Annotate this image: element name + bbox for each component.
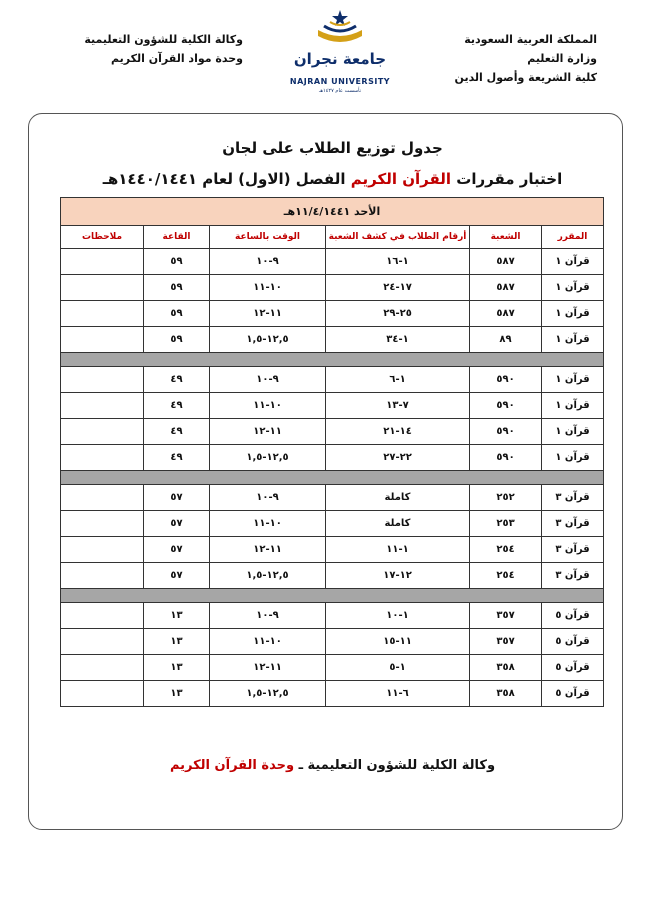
table-cell: ٥٧ [144,537,210,563]
table-cell [61,327,144,353]
table-cell: ١-١٠ [326,603,470,629]
table-row [61,419,604,445]
table-cell: ١-٥ [326,655,470,681]
column-header: الوقت بالساعة [210,226,326,249]
table-cell: ٢٥-٢٩ [326,301,470,327]
table-row [61,393,604,419]
logo-founded: تأسست عام ١٤٢٧هـ [318,88,362,94]
table-cell [61,393,144,419]
column-header: أرقام الطلاب في كشف الشعبة [326,226,470,249]
table-cell: ٤٩ [144,419,210,445]
header-line: وكالة الكلية للشؤون التعليمية [84,33,243,46]
header-row [61,226,604,249]
header-line: وحدة مواد القرآن الكريم [111,52,243,65]
group-separator [61,589,604,603]
table-cell: ٥٧ [144,563,210,589]
table-cell: ٣٥٧ [470,603,542,629]
table-cell: قرآن ١ [542,419,604,445]
table-cell: قرآن ١ [542,367,604,393]
table-cell: قرآن ٥ [542,629,604,655]
table-cell: ٢٥٢ [470,485,542,511]
exam-date: الأحد ١١/٤/١٤٤١هـ [61,198,604,226]
table-cell [61,485,144,511]
table-row [61,629,604,655]
table-row [61,563,604,589]
table-cell: ٣٥٧ [470,629,542,655]
table-cell: ٩-١٠ [210,367,326,393]
table-cell: ٥٩ [144,327,210,353]
ministry-header [397,30,597,87]
table-cell [61,629,144,655]
table-cell: ٢٢-٢٧ [326,445,470,471]
table-row [61,367,604,393]
column-header: الشعبة [470,226,542,249]
table-cell [61,419,144,445]
table-cell: ٥٩٠ [470,419,542,445]
table-cell: ١٣ [144,629,210,655]
table-cell: ٥٨٧ [470,249,542,275]
table-cell: ٥٨٧ [470,275,542,301]
table-cell [61,249,144,275]
column-header: القاعة [144,226,210,249]
table-cell: ١٣ [144,681,210,707]
table-cell: قرآن ٣ [542,563,604,589]
schedule-table [60,197,604,707]
separator-cell [61,353,604,367]
table-cell: ٥٩ [144,275,210,301]
table-cell: ٧-١٣ [326,393,470,419]
separator-cell [61,471,604,485]
table-cell: قرآن ١ [542,445,604,471]
table-row [61,537,604,563]
table-cell: ٩-١٠ [210,603,326,629]
table-cell: ٥٩ [144,249,210,275]
table-cell [61,511,144,537]
table-cell: ٢٥٤ [470,563,542,589]
table-row [61,249,604,275]
table-row [61,485,604,511]
table-cell: قرآن ٣ [542,537,604,563]
column-header: المقرر [542,226,604,249]
table-cell: ٩-١٠ [210,249,326,275]
subtitle-highlight: القرآن الكريم [350,170,452,188]
logo-arabic-name: جامعة نجران [293,50,387,68]
table-cell: ١٠-١١ [210,629,326,655]
table-cell: ٣٥٨ [470,655,542,681]
table-cell: قرآن ٣ [542,511,604,537]
table-cell: ١٠-١١ [210,275,326,301]
table-cell [61,563,144,589]
table-cell: قرآن ٣ [542,485,604,511]
table-cell: قرآن ١ [542,249,604,275]
table-cell: ٥٩٠ [470,367,542,393]
table-cell: قرآن ١ [542,327,604,353]
table-cell: ٥٧ [144,511,210,537]
table-cell: قرآن ٥ [542,681,604,707]
table-cell: ٥٨٧ [470,301,542,327]
subtitle-part: اختبار مقررات [456,170,563,188]
table-cell: ٤٩ [144,393,210,419]
table-cell: ٦-١١ [326,681,470,707]
table-row [61,301,604,327]
table-cell: ٥٩ [144,301,210,327]
table-cell [61,367,144,393]
table-cell: ٩-١٠ [210,485,326,511]
deanship-header [48,30,243,68]
subtitle-part: الفصل (الاول) لعام ١٤٤٠/١٤٤١هـ [102,170,346,188]
table-row [61,681,604,707]
table-cell: ١٢,٥-١,٥ [210,563,326,589]
table-row [61,445,604,471]
table-cell: ١١-١٢ [210,655,326,681]
group-separator [61,471,604,485]
table-cell: ١-١١ [326,537,470,563]
table-cell: ١١-١٢ [210,301,326,327]
table-cell: ٣٥٨ [470,681,542,707]
university-logo [280,6,400,96]
logo-english-name: NAJRAN UNIVERSITY [289,77,391,86]
table-cell: قرآن ٥ [542,603,604,629]
table-row [61,327,604,353]
table-cell: ١٤-٢١ [326,419,470,445]
table-cell: ٥٩٠ [470,445,542,471]
table-cell: ١-٦ [326,367,470,393]
table-cell [61,275,144,301]
table-cell: ٢٥٤ [470,537,542,563]
page-title: جدول توزيع الطلاب على لجان [222,139,443,157]
star-book-logo-icon [310,6,370,52]
table-cell: ١٢,٥-١,٥ [210,327,326,353]
table-row [61,511,604,537]
column-header: ملاحظات [61,226,144,249]
table-cell: كاملة [326,485,470,511]
table-cell: ٤٩ [144,445,210,471]
date-row [61,198,604,226]
table-cell [61,681,144,707]
table-cell: ٤٩ [144,367,210,393]
table-cell: قرآن ١ [542,275,604,301]
header-line: كلية الشريعة وأصول الدين [454,71,597,84]
table-cell: ١٢,٥-١,٥ [210,681,326,707]
table-cell: ١٣ [144,655,210,681]
table-cell: ١٠-١١ [210,511,326,537]
table-cell: ١٣ [144,603,210,629]
table-row [61,655,604,681]
table-cell: ٥٩٠ [470,393,542,419]
table-cell: ١٢,٥-١,٥ [210,445,326,471]
table-cell: كاملة [326,511,470,537]
table-cell: قرآن ٥ [542,655,604,681]
table-cell: ١٠-١١ [210,393,326,419]
table-cell: ١-٣٤ [326,327,470,353]
table-cell [61,445,144,471]
table-cell: ٢٥٣ [470,511,542,537]
table-row [61,603,604,629]
group-separator [61,353,604,367]
table-cell: ١٢-١٧ [326,563,470,589]
table-cell [61,655,144,681]
header-line: المملكة العربية السعودية [464,33,597,46]
separator-cell [61,589,604,603]
table-cell [61,603,144,629]
table-cell: ١٧-٢٤ [326,275,470,301]
table-cell: ٥٧ [144,485,210,511]
table-cell: قرآن ١ [542,393,604,419]
table-cell: ١١-١٢ [210,419,326,445]
table-cell: قرآن ١ [542,301,604,327]
header-line: وزارة التعليم [527,52,597,65]
footer-unit: وحدة القرآن الكريم [169,758,295,773]
page-subtitle [0,170,665,188]
table-cell [61,301,144,327]
table-row [61,275,604,301]
footer-deanship: وكالة الكلية للشؤون التعليمية ـ [298,758,496,773]
table-cell: ١-١٦ [326,249,470,275]
table-cell: ٨٩ [470,327,542,353]
table-cell: ١١-١٢ [210,537,326,563]
table-cell [61,537,144,563]
footer-note [0,758,665,773]
table-cell: ١١-١٥ [326,629,470,655]
